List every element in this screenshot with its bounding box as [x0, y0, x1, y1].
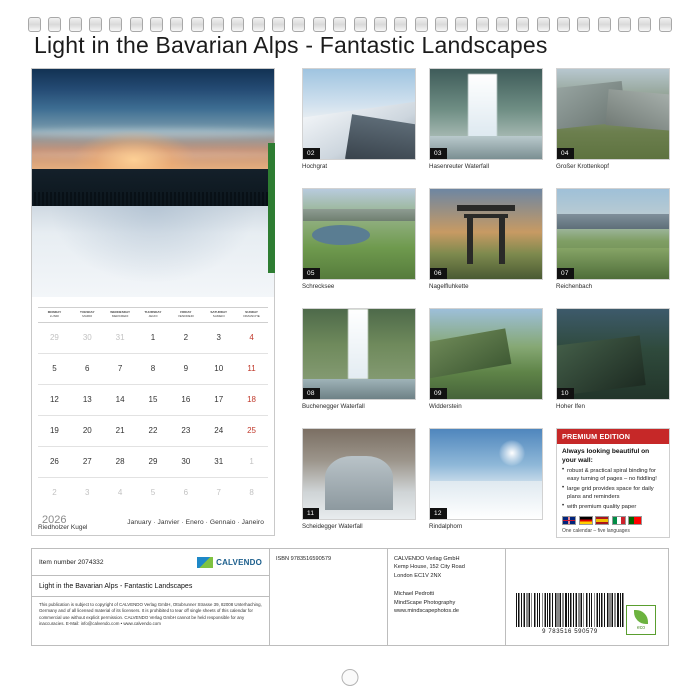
day-cell: 7 [117, 364, 123, 374]
spiral-ring-icon [516, 17, 529, 32]
publisher-name: CALVENDO Verlag GmbH [394, 556, 460, 562]
month-thumbnail [556, 68, 670, 178]
day-cell: 5 [150, 488, 156, 498]
spiral-ring-icon [191, 17, 204, 32]
thumbnail-photo [429, 428, 543, 520]
publisher-address-1: Kemp House, 152 City Road [394, 564, 465, 571]
spiral-ring-icon [496, 17, 509, 32]
language-flags [562, 516, 642, 525]
day-cell: 9 [183, 364, 189, 374]
thumbnail-photo [429, 308, 543, 400]
spiral-ring-icon [252, 17, 265, 32]
treeline [32, 192, 274, 206]
month-number: 12 [430, 508, 447, 519]
thumbnail-photo [556, 308, 670, 400]
calendar-year: 2026 [42, 513, 67, 526]
barcode-number: 9 783516 590579 [542, 629, 598, 635]
month-number: 07 [557, 268, 574, 279]
day-cell: 18 [247, 395, 257, 405]
product-title-row: Light in the Bavarian Alps - Fantastic Landscapes [32, 576, 269, 597]
spiral-ring-icon [598, 17, 611, 32]
weekday-header: THURSDAY JEUDI [144, 310, 162, 318]
calendar-week-row [38, 323, 268, 354]
author-website: www.mindscapephotos.de [394, 607, 459, 614]
month-thumbnail [556, 308, 670, 418]
day-cell: 2 [52, 488, 57, 498]
month-number: 04 [557, 148, 574, 159]
month-thumbnail [302, 68, 416, 178]
spiral-ring-icon [130, 17, 143, 32]
day-cell: 30 [82, 333, 92, 343]
eco-label [626, 605, 656, 635]
promo-bullet: • with premium quality paper [562, 504, 664, 512]
month-thumbnail [556, 188, 670, 298]
month-number: 02 [303, 148, 320, 159]
month-thumbnail [302, 188, 416, 298]
weekday-header: SATURDAY SAMEDI [210, 310, 228, 318]
month-grid [38, 307, 268, 526]
thumbnail-caption: Großer Krottenkopf [556, 163, 609, 170]
day-cell: 8 [249, 488, 254, 498]
thumbnail-caption: Buchenegger Waterfall [302, 403, 365, 410]
day-cell: 8 [150, 364, 156, 374]
cover-calendar-sheet [31, 68, 275, 536]
spiral-ring-icon [476, 17, 489, 32]
flag-de-icon [579, 516, 593, 525]
spiral-ring-icon [28, 17, 41, 32]
thumbnail-photo [556, 188, 670, 280]
spiral-ring-icon [374, 17, 387, 32]
month-thumbnail-grid [302, 68, 670, 538]
spiral-ring-icon [150, 17, 163, 32]
spiral-ring-icon [89, 17, 102, 32]
day-cell: 14 [115, 395, 125, 405]
punch-hole [342, 669, 359, 686]
thumbnail-caption: Hasenreuter Waterfall [429, 163, 489, 170]
day-cell: 22 [148, 426, 158, 436]
spiral-binding [28, 16, 672, 32]
spiral-ring-icon [292, 17, 305, 32]
month-thumbnail [302, 428, 416, 538]
isbn-column [270, 549, 388, 645]
spiral-ring-icon [211, 17, 224, 32]
day-cell: 15 [148, 395, 158, 405]
day-cell: 29 [49, 333, 59, 343]
day-cell: 10 [214, 364, 224, 374]
day-cell: 29 [148, 457, 158, 467]
month-number: 10 [557, 388, 574, 399]
spiral-ring-icon [435, 17, 448, 32]
promo-bullet: • large grid provides space for daily plans and reminders [562, 486, 664, 501]
spiral-ring-icon [557, 17, 570, 32]
spiral-ring-icon [638, 17, 651, 32]
spiral-ring-icon [537, 17, 550, 32]
month-number: 09 [430, 388, 447, 399]
copyright-text: This publication is subject to copyright of CALVENDO Verlag GmbH, Ottobrunner Strasse 39, 82008 Unterhaching, Germany and of all licensed material of its licensers. It is prohibited to tear off single sheets of this calendar for commercial use without explicit permission. CALVENDO Verlag GmbH cannot be held responsible for any inaccuracies. E-Mail: info@calvendo.com • www.calvendo.com [39, 602, 262, 627]
spiral-ring-icon [69, 17, 82, 32]
barcode-column [506, 549, 668, 645]
day-cell: 26 [49, 457, 59, 467]
cover-photo-caption: Riedholzer Kugel [38, 524, 88, 531]
month-thumbnail [429, 308, 543, 418]
weekday-header-row [38, 307, 268, 323]
page-title: Light in the Bavarian Alps - Fantastic Landscapes [34, 32, 548, 58]
barcode-bars [516, 593, 624, 627]
snow-shading [32, 206, 274, 297]
month-name-languages: January · Janvier · Enero · Gennaio · Janeiro [127, 518, 264, 526]
day-cell: 24 [214, 426, 224, 436]
thumbnail-caption: Reichenbach [556, 283, 593, 290]
barcode [516, 593, 624, 639]
spiral-ring-icon [170, 17, 183, 32]
calendar-week-row [38, 354, 268, 385]
author-studio: MindScape Photography [394, 599, 456, 606]
day-cell: 16 [181, 395, 191, 405]
languages-note: One calendar – five languages [562, 528, 630, 534]
day-cell: 27 [82, 457, 92, 467]
thumbnail-caption: Hoher Ifen [556, 403, 585, 410]
premium-badge: PREMIUM EDITION [557, 429, 669, 444]
cover-photo [32, 69, 274, 297]
day-cell: 6 [85, 364, 90, 374]
publisher-column [388, 549, 506, 645]
day-cell: 7 [216, 488, 221, 498]
day-cell: 12 [49, 395, 59, 405]
promo-body [557, 444, 669, 511]
promo-bullet: • robust & practical spiral binding for easy turning of pages – no fiddling! [562, 468, 664, 483]
day-cell: 17 [214, 395, 224, 405]
day-cell: 28 [115, 457, 125, 467]
promo-lead-text: Always looking beautiful on your wall: [562, 448, 650, 464]
month-thumbnail [429, 68, 543, 178]
item-number: Item number 2074332 [39, 558, 104, 566]
cover-color-tab [268, 143, 275, 273]
day-cell: 23 [181, 426, 191, 436]
spiral-ring-icon [109, 17, 122, 32]
thumbnail-photo [302, 308, 416, 400]
month-number: 08 [303, 388, 320, 399]
thumbnail-photo [302, 68, 416, 160]
month-number: 11 [303, 508, 319, 519]
thumbnail-photo [556, 68, 670, 160]
thumbnail-caption: Schrecksee [302, 283, 335, 290]
thumbnail-caption: Widderstein [429, 403, 462, 410]
day-cell: 1 [249, 457, 254, 467]
product-info-left [32, 549, 270, 645]
day-cell: 31 [214, 457, 224, 467]
thumbnail-caption: Hochgrat [302, 163, 328, 170]
weekday-header: TUESDAY MARDI [80, 310, 95, 318]
spiral-ring-icon [659, 17, 672, 32]
calendar-week-row [38, 447, 268, 478]
spiral-ring-icon [48, 17, 61, 32]
premium-edition-panel [556, 428, 670, 538]
thumbnail-caption: Rindalphorn [429, 523, 463, 530]
flag-uk-icon [562, 516, 576, 525]
spiral-ring-icon [415, 17, 428, 32]
thumbnail-photo [429, 68, 543, 160]
month-thumbnail [429, 428, 543, 538]
day-cell: 3 [216, 333, 221, 343]
thumbnail-photo [429, 188, 543, 280]
day-cell: 5 [52, 364, 57, 374]
weekday-header: WEDNESDAY MERCREDI [110, 310, 131, 318]
day-cell: 1 [150, 333, 156, 343]
weekday-header: FRIDAY VENDREDI [177, 310, 194, 318]
month-number: 03 [430, 148, 447, 159]
calvendo-logo [197, 557, 262, 568]
thumbnail-caption: Nagelfluhkette [429, 283, 469, 290]
day-cell: 4 [249, 333, 254, 343]
spiral-ring-icon [618, 17, 631, 32]
item-number-row [32, 549, 269, 576]
calendar-week-row [38, 478, 268, 508]
calvendo-mark-icon [197, 557, 213, 568]
product-info-block [31, 548, 669, 646]
day-cell: 11 [247, 364, 256, 374]
spiral-ring-icon [394, 17, 407, 32]
flag-it-icon [612, 516, 626, 525]
isbn-text: ISBN 9783516590579 [276, 556, 332, 562]
thumbnail-photo [302, 428, 416, 520]
day-cell: 19 [49, 426, 59, 436]
flag-pt-icon [628, 516, 642, 525]
day-cell: 30 [181, 457, 191, 467]
leaf-icon [634, 610, 648, 624]
month-thumbnail [302, 308, 416, 418]
day-cell: 21 [115, 426, 125, 436]
weekday-header: MONDAY LUNDI [47, 310, 62, 318]
calendar-week-row [38, 385, 268, 416]
day-cell: 2 [183, 333, 189, 343]
calvendo-wordmark: CALVENDO [216, 557, 262, 567]
day-cell: 4 [117, 488, 123, 498]
author-name: Michael Pedrotti [394, 591, 435, 598]
flag-es-icon [595, 516, 609, 525]
publisher-address-2: London EC1V 2NX [394, 572, 442, 579]
spiral-ring-icon [313, 17, 326, 32]
month-number: 06 [430, 268, 447, 279]
day-cell: 31 [115, 333, 125, 343]
spiral-ring-icon [577, 17, 590, 32]
spiral-ring-icon [354, 17, 367, 32]
month-number: 05 [303, 268, 320, 279]
thumbnail-photo [302, 188, 416, 280]
day-cell: 13 [82, 395, 92, 405]
spiral-ring-icon [455, 17, 468, 32]
day-cell: 20 [82, 426, 92, 436]
day-cell: 6 [183, 488, 189, 498]
thumbnail-caption: Scheidegger Waterfall [302, 523, 363, 530]
calendar-week-row [38, 416, 268, 447]
month-thumbnail [429, 188, 543, 298]
spiral-ring-icon [333, 17, 346, 32]
spiral-ring-icon [231, 17, 244, 32]
eco-label-text: eco [636, 624, 646, 631]
spiral-ring-icon [272, 17, 285, 32]
day-cell: 25 [247, 426, 257, 436]
day-cell: 3 [85, 488, 90, 498]
weekday-header: SUNDAY DIMANCHE [243, 310, 260, 318]
